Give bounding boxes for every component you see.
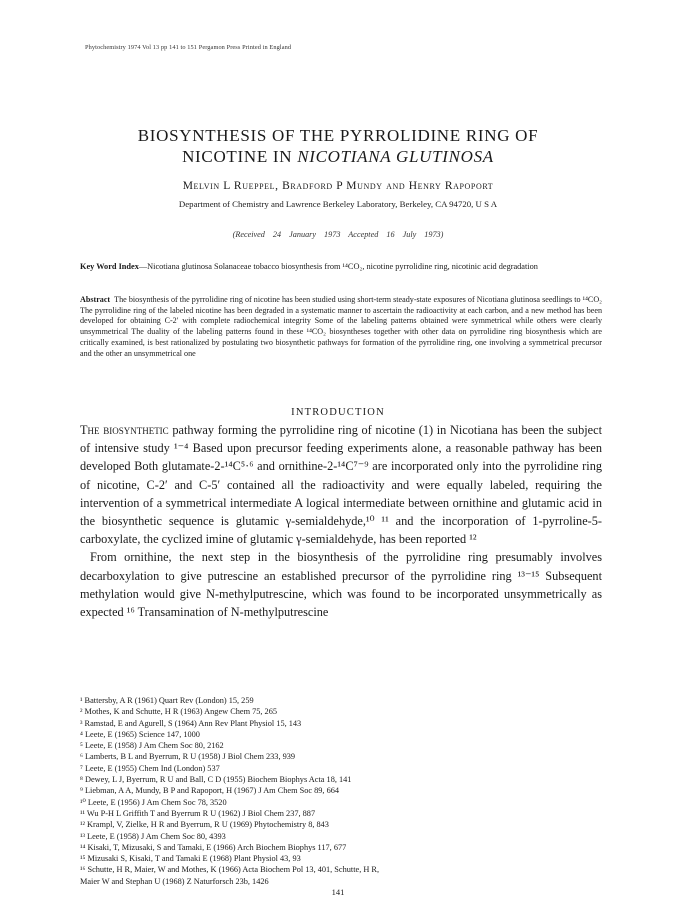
- reference-item: ¹ Battersby, A R (1961) Quart Rev (London) 15, 259: [80, 696, 254, 705]
- journal-header: Phytochemistry 1974 Vol 13 pp 141 to 151 Pergamon Press Printed in England: [85, 44, 292, 51]
- reference-item: ⁸ Dewey, L J, Byerrum, R U and Ball, C D (1955) Biochem Biophys Acta 18, 141: [80, 775, 352, 785]
- intro-paragraph-1-text: pathway forming the pyrrolidine ring of nicotine (1) in Nicotiana has been the subject of intensive study ¹⁻⁴ Based upon precursor feeding experiments alone, a reasonable pathway has been developed Both glutamate-2-¹⁴C⁵·⁶ and ornithine-2-¹⁴C⁷⁻⁹ are incorporated only into the pyrrolidine ring of nicotine, C-2′ and C-5′ contained all the radioactivity and were equally labeled, requiring the intervention of a symmetrical intermediate A logical intermediate between ornithine and glutamic acid in the biosynthetic sequence is glutamic γ-semialdehyde,¹⁰ ¹¹ and the incorporation of 1-pyrroline-5-carboxylate, the cyclized imine of glutamic γ-semialdehyde, has been reported ¹²: [80, 423, 602, 547]
- introduction-body: [80, 421, 602, 621]
- reference-item: ¹³ Leete, E (1958) J Am Chem Soc 80, 4393: [80, 831, 226, 841]
- reference-item: ¹⁵ Mizusaki S, Kisaki, T and Tamaki E (1968) Plant Physiol 43, 93: [80, 854, 301, 864]
- reference-item: ⁶ Lamberts, B L and Byerrum, R U (1958) J Biol Chem 233, 939: [80, 752, 296, 762]
- keyword-label: Key Word Index: [80, 262, 139, 271]
- affiliation: Department of Chemistry and Lawrence Berkeley Laboratory, Berkeley, CA 94720, U S A: [178, 199, 498, 209]
- reference-item: ¹¹ Wu P-H L Griffith T and Byerrum R U (1962) J Biol Chem 237, 887: [80, 808, 316, 818]
- reference-item: Maier W and Stephan U (1968) Z Naturforsch 23b, 1426: [80, 876, 269, 886]
- reference-item: ¹⁶ Schutte, H R, Maier, W and Mothes, K (1966) Acta Biochem Pol 13, 401, Schutte, H R,: [80, 865, 380, 875]
- reference-item: ¹² Krampl, V, Zielke, H R and Byerrum, R U (1969) Phytochemistry 8, 843: [80, 820, 329, 830]
- reference-list: [80, 695, 602, 887]
- abstract-text: The biosynthesis of the pyrrolidine ring of nicotine has been studied using short-term steady-state exposures of Nicotiana glutinosa seedlings to ¹⁴CO₂ The pyrrolidine ring of the labeled nicotine has been degraded in a systematic manner to ascertain the radioactivity at each carbon, and a new method has been developed for obtaining C-2′ with complete radiochemical integrity Some of the labeling patterns obtained were symmetrical while others were clearly unsymmetrical The duality of the labeling patterns found in these ¹⁴CO₂ biosyntheses together with other data on pyrrolidine ring biosynthesis which are critically examined, is best rationalized by postulating two biosynthetic pathways for formation of the pyrrolidine ring, one involving a symmetrical precursor and the other an unsymmetrical one: [80, 295, 602, 358]
- abstract-label: Abstract: [80, 295, 111, 304]
- reference-item: ⁷ Leete, E (1955) Chem Ind (London) 537: [80, 763, 220, 773]
- abstract: [80, 295, 602, 359]
- reference-item: ¹⁰ Leete, E (1956) J Am Chem Soc 78, 3520: [80, 797, 227, 807]
- title-line-2: [60, 146, 616, 167]
- intro-paragraph-1: [80, 421, 602, 548]
- received-accepted-dates: (Received 24 January 1973 Accepted 16 July 1973): [232, 230, 444, 239]
- reference-item: ⁹ Liebman, A A, Mundy, B P and Rapoport, H (1967) J Am Chem Soc 89, 664: [80, 786, 340, 796]
- section-heading: INTRODUCTION: [291, 407, 385, 418]
- article-title: [60, 125, 616, 167]
- keyword-index: [80, 261, 602, 272]
- reference-item: ³ Ramstad, E and Agurell, S (1964) Ann Rev Plant Physiol 15, 143: [80, 718, 302, 728]
- keyword-text: —Nicotiana glutinosa Solanaceae tobacco biosynthesis from ¹⁴CO₂, nicotine pyrrolidine ring, nicotinic acid degradation: [138, 262, 538, 271]
- intro-paragraph-2: From ornithine, the next step in the biosynthesis of the pyrrolidine ring presumably involves decarboxylation to give putrescine an established precursor of the pyrrolidine ring ¹³⁻¹⁵ Subsequent methylation would give N-methylputrescine, which was found to be incorporated unsymmetrically as expected ¹⁶ Transamination of N-methylputrescine: [80, 550, 602, 620]
- reference-item: ⁵ Leete, E (1958) J Am Chem Soc 80, 2162: [80, 741, 224, 751]
- reference-item: ¹⁴ Kisaki, T, Mizusaki, S and Tamaki, E (1966) Arch Biochem Biophys 117, 677: [80, 842, 347, 852]
- intro-lead-words: The biosynthetic: [80, 423, 169, 437]
- page-number: 141: [331, 887, 345, 897]
- title-line-1: BIOSYNTHESIS OF THE PYRROLIDINE RING OF: [137, 126, 539, 145]
- reference-item: ² Mothes, K and Schutte, H R (1963) Angew Chem 75, 265: [80, 707, 277, 717]
- authors: Melvin L Rueppel, Bradford P Mundy and Henry Rapoport: [182, 180, 494, 192]
- title-line-2-italic: NICOTIANA GLUTINOSA: [297, 147, 494, 166]
- reference-item: ⁴ Leete, E (1965) Science 147, 1000: [80, 729, 200, 739]
- title-line-2-plain: NICOTINE IN: [182, 147, 298, 166]
